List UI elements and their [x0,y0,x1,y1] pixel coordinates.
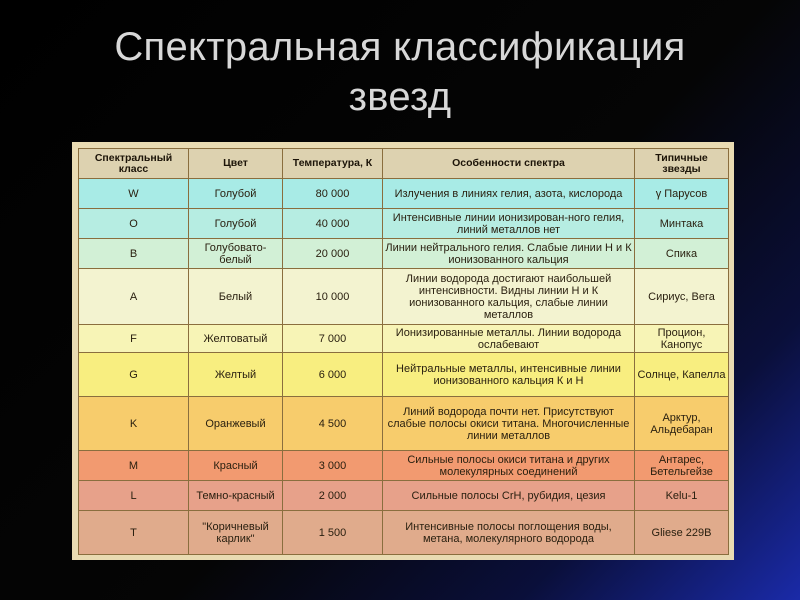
cell-spectrum: Линии водорода достигают наибольшей интенсивности. Видны линии Н и К ионизованного кальция, слабые линии металлов [383,269,635,325]
cell-class: W [79,179,189,209]
cell-spectrum: Сильные полосы CrH, рубидия, цезия [383,481,635,511]
cell-temperature: 3 000 [283,451,383,481]
slide-title-line-2: звезд [348,75,452,119]
cell-class: O [79,209,189,239]
cell-temperature: 4 500 [283,397,383,451]
cell-stars: Минтака [635,209,729,239]
spectral-table-container [72,142,734,560]
cell-class: K [79,397,189,451]
table-row [79,269,729,325]
cell-color: Темно-красный [189,481,283,511]
cell-class: T [79,511,189,555]
header-color: Цвет [189,149,283,179]
cell-stars: Сириус, Вега [635,269,729,325]
cell-stars: Процион, Канопус [635,325,729,353]
cell-color: Голубой [189,209,283,239]
cell-spectrum: Интенсивные полосы поглощения воды, метана, молекулярного водорода [383,511,635,555]
cell-stars: γ Парусов [635,179,729,209]
cell-color: "Коричневый карлик" [189,511,283,555]
cell-stars: Солнце, Капелла [635,353,729,397]
cell-spectrum: Линии нейтрального гелия. Слабые линии Н и К ионизованного кальция [383,239,635,269]
cell-color: Голубой [189,179,283,209]
cell-spectrum: Нейтральные металлы, интенсивные линии ионизованного кальция К и Н [383,353,635,397]
cell-temperature: 7 000 [283,325,383,353]
cell-color: Белый [189,269,283,325]
header-class: Спектральный класс [79,149,189,179]
cell-class: M [79,451,189,481]
table-header-row [79,149,729,179]
cell-color: Красный [189,451,283,481]
table-row [79,209,729,239]
cell-color: Голубовато-белый [189,239,283,269]
table-row [79,481,729,511]
cell-stars: Gliese 229B [635,511,729,555]
table-row [79,325,729,353]
cell-class: F [79,325,189,353]
cell-class: B [79,239,189,269]
cell-color: Оранжевый [189,397,283,451]
cell-class: G [79,353,189,397]
table-row [79,239,729,269]
cell-spectrum: Ионизированные металлы. Линии водорода ослабевают [383,325,635,353]
table-row [79,511,729,555]
cell-spectrum: Интенсивные линии ионизирован-ного гелия, линий металлов нет [383,209,635,239]
cell-temperature: 2 000 [283,481,383,511]
cell-class: A [79,269,189,325]
cell-spectrum: Сильные полосы окиси титана и других молекулярных соединений [383,451,635,481]
table-row [79,397,729,451]
table-row [79,353,729,397]
header-temperature: Температура, К [283,149,383,179]
cell-color: Желтый [189,353,283,397]
cell-temperature: 1 500 [283,511,383,555]
cell-temperature: 80 000 [283,179,383,209]
cell-temperature: 6 000 [283,353,383,397]
cell-stars: Арктур, Альдебаран [635,397,729,451]
table-row [79,179,729,209]
table-row [79,451,729,481]
cell-temperature: 10 000 [283,269,383,325]
cell-stars: Kelu-1 [635,481,729,511]
cell-spectrum: Линий водорода почти нет. Присутствуют слабые полосы окиси титана. Многочисленные линии металлов [383,397,635,451]
header-spectrum: Особенности спектра [383,149,635,179]
cell-spectrum: Излучения в линиях гелия, азота, кислорода [383,179,635,209]
spectral-classification-table [78,148,729,555]
slide-title [0,22,800,122]
cell-stars: Спика [635,239,729,269]
slide-title-line-1: Спектральная классификация [114,25,686,69]
header-stars: Типичные звезды [635,149,729,179]
cell-temperature: 40 000 [283,209,383,239]
cell-temperature: 20 000 [283,239,383,269]
cell-class: L [79,481,189,511]
cell-stars: Антарес, Бетельгейзе [635,451,729,481]
cell-color: Желтоватый [189,325,283,353]
